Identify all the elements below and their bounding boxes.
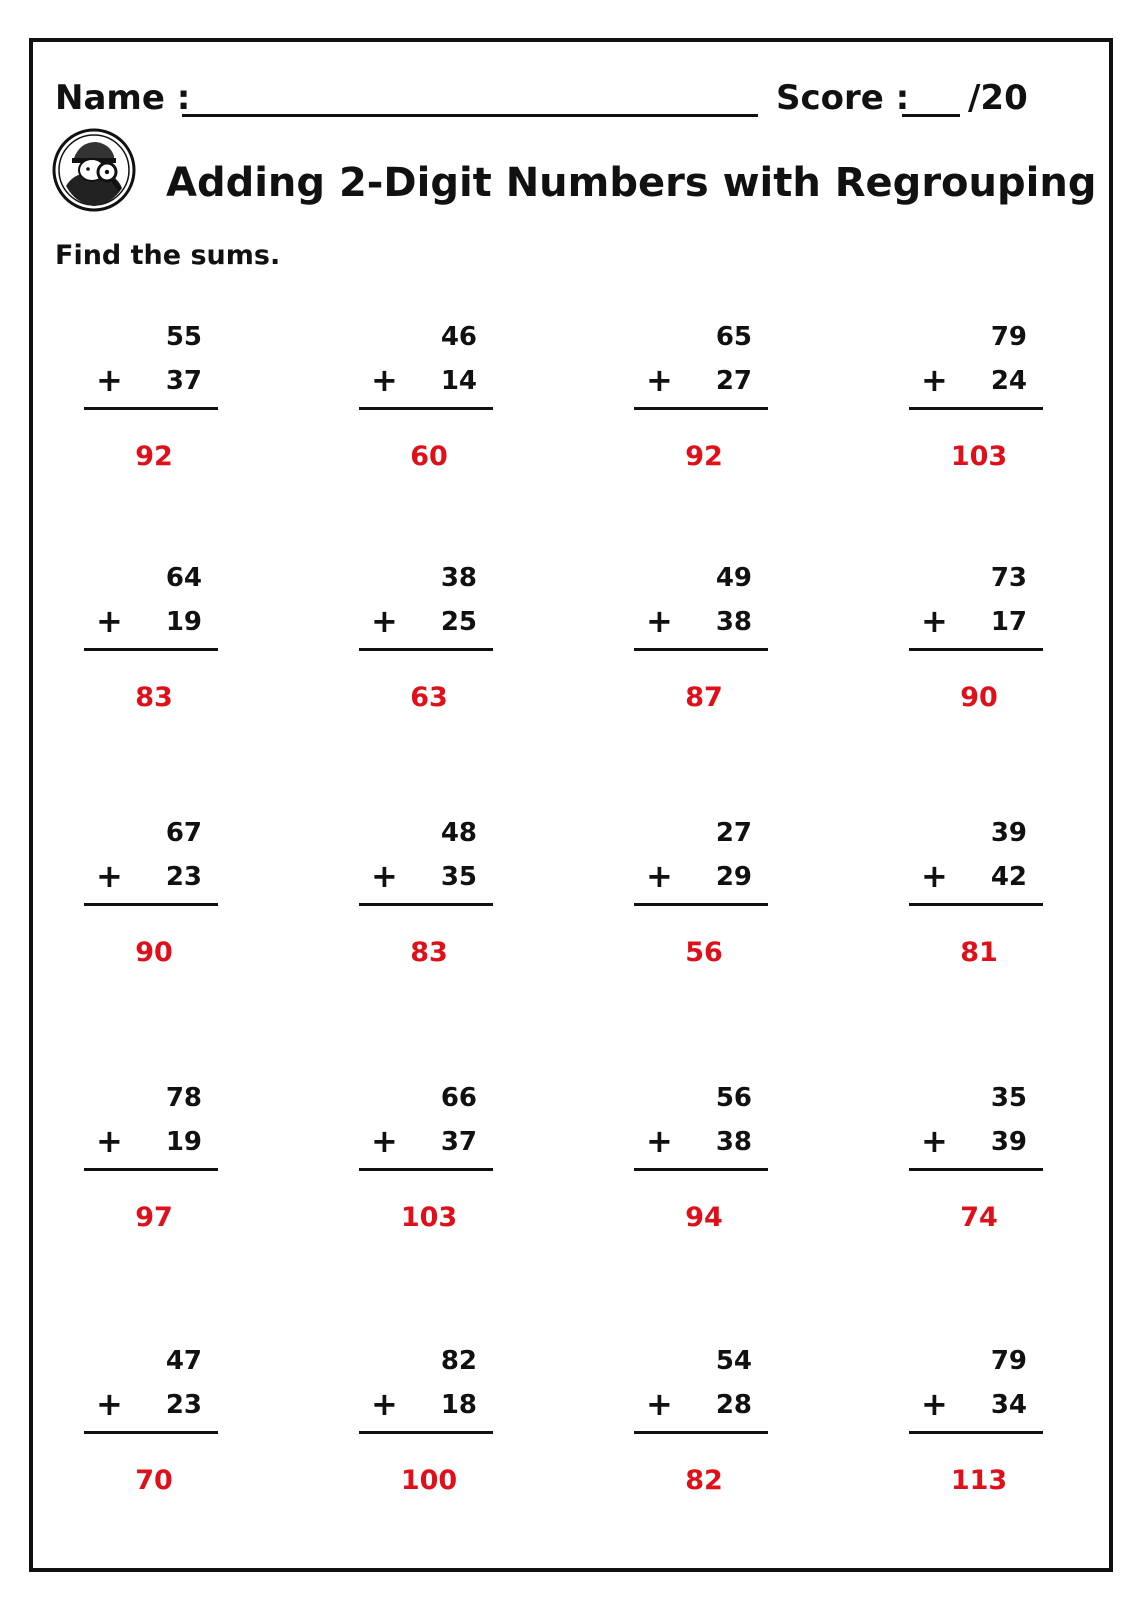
addend-top: 79 [990, 322, 1027, 352]
addend-bottom: 29 [715, 862, 752, 892]
addend-bottom: 18 [440, 1390, 477, 1420]
score-label: Score : [776, 78, 910, 118]
score-line [902, 114, 960, 117]
addend-bottom: 27 [715, 366, 752, 396]
problem-1 [84, 322, 224, 502]
problem-5 [84, 563, 224, 743]
sum-line [84, 407, 218, 410]
plus-sign: + [96, 857, 123, 895]
plus-sign: + [646, 361, 673, 399]
addend-top: 82 [440, 1346, 477, 1376]
plus-sign: + [921, 361, 948, 399]
addend-bottom: 37 [440, 1127, 477, 1157]
plus-sign: + [96, 1385, 123, 1423]
problem-19 [634, 1346, 774, 1526]
addend-top: 47 [165, 1346, 202, 1376]
plus-sign: + [646, 1385, 673, 1423]
addend-bottom: 23 [165, 862, 202, 892]
plus-sign: + [96, 602, 123, 640]
addend-bottom: 39 [990, 1127, 1027, 1157]
sum-line [909, 1431, 1043, 1434]
sum-line [909, 903, 1043, 906]
addend-bottom: 35 [440, 862, 477, 892]
answer: 60 [410, 441, 448, 472]
problem-17 [84, 1346, 224, 1526]
plus-sign: + [921, 1122, 948, 1160]
answer: 70 [135, 1465, 173, 1496]
addend-top: 65 [715, 322, 752, 352]
addend-top: 56 [715, 1083, 752, 1113]
addend-bottom: 24 [990, 366, 1027, 396]
plus-sign: + [646, 857, 673, 895]
addend-bottom: 17 [990, 607, 1027, 637]
problem-4 [909, 322, 1049, 502]
addend-top: 73 [990, 563, 1027, 593]
sum-line [359, 1168, 493, 1171]
answer: 92 [685, 441, 723, 472]
problem-6 [359, 563, 499, 743]
addend-top: 64 [165, 563, 202, 593]
answer: 90 [960, 682, 998, 713]
problem-13 [84, 1083, 224, 1263]
sum-line [909, 648, 1043, 651]
sum-line [634, 1431, 768, 1434]
answer: 81 [960, 937, 998, 968]
plus-sign: + [371, 1122, 398, 1160]
answer: 103 [950, 441, 1008, 472]
problem-14 [359, 1083, 499, 1263]
answer: 97 [135, 1202, 173, 1233]
answer: 83 [410, 937, 448, 968]
problem-18 [359, 1346, 499, 1526]
answer: 56 [685, 937, 723, 968]
addend-bottom: 38 [715, 607, 752, 637]
plus-sign: + [96, 361, 123, 399]
sum-line [84, 1168, 218, 1171]
addend-top: 27 [715, 818, 752, 848]
plus-sign: + [646, 602, 673, 640]
addend-top: 66 [440, 1083, 477, 1113]
problem-15 [634, 1083, 774, 1263]
instructions: Find the sums. [55, 240, 281, 271]
addend-bottom: 37 [165, 366, 202, 396]
detective-magnifier-icon [52, 128, 136, 212]
answer: 92 [135, 441, 173, 472]
sum-line [359, 407, 493, 410]
answer: 74 [960, 1202, 998, 1233]
sum-line [359, 903, 493, 906]
addend-top: 35 [990, 1083, 1027, 1113]
addend-bottom: 28 [715, 1390, 752, 1420]
addend-top: 46 [440, 322, 477, 352]
addend-top: 49 [715, 563, 752, 593]
answer: 87 [685, 682, 723, 713]
sum-line [84, 903, 218, 906]
problem-8 [909, 563, 1049, 743]
plus-sign: + [371, 857, 398, 895]
addend-top: 55 [165, 322, 202, 352]
addend-bottom: 25 [440, 607, 477, 637]
addend-top: 38 [440, 563, 477, 593]
sum-line [359, 1431, 493, 1434]
problem-9 [84, 818, 224, 998]
addend-bottom: 14 [440, 366, 477, 396]
problem-10 [359, 818, 499, 998]
addend-bottom: 23 [165, 1390, 202, 1420]
answer: 83 [135, 682, 173, 713]
answer: 113 [950, 1465, 1008, 1496]
addend-top: 78 [165, 1083, 202, 1113]
plus-sign: + [371, 1385, 398, 1423]
sum-line [359, 648, 493, 651]
answer: 103 [400, 1202, 458, 1233]
addend-bottom: 19 [165, 607, 202, 637]
sum-line [84, 1431, 218, 1434]
addend-top: 48 [440, 818, 477, 848]
sum-line [634, 903, 768, 906]
sum-line [84, 648, 218, 651]
problem-7 [634, 563, 774, 743]
sum-line [909, 407, 1043, 410]
answer: 90 [135, 937, 173, 968]
answer: 94 [685, 1202, 723, 1233]
addend-bottom: 34 [990, 1390, 1027, 1420]
sum-line [909, 1168, 1043, 1171]
sum-line [634, 407, 768, 410]
addend-top: 67 [165, 818, 202, 848]
plus-sign: + [921, 602, 948, 640]
addend-top: 79 [990, 1346, 1027, 1376]
answer: 100 [400, 1465, 458, 1496]
problem-12 [909, 818, 1049, 998]
addend-bottom: 38 [715, 1127, 752, 1157]
sum-line [634, 648, 768, 651]
name-line [182, 114, 758, 117]
problem-11 [634, 818, 774, 998]
plus-sign: + [921, 1385, 948, 1423]
problem-3 [634, 322, 774, 502]
problem-20 [909, 1346, 1049, 1526]
problem-16 [909, 1083, 1049, 1263]
plus-sign: + [96, 1122, 123, 1160]
plus-sign: + [646, 1122, 673, 1160]
answer: 82 [685, 1465, 723, 1496]
plus-sign: + [371, 602, 398, 640]
answer: 63 [410, 682, 448, 713]
sum-line [634, 1168, 768, 1171]
addend-bottom: 42 [990, 862, 1027, 892]
addend-top: 54 [715, 1346, 752, 1376]
addend-top: 39 [990, 818, 1027, 848]
worksheet-title: Adding 2-Digit Numbers with Regrouping [166, 160, 1097, 206]
plus-sign: + [371, 361, 398, 399]
addend-bottom: 19 [165, 1127, 202, 1157]
name-label: Name : [55, 78, 191, 118]
plus-sign: + [921, 857, 948, 895]
score-total: /20 [968, 78, 1028, 118]
problem-2 [359, 322, 499, 502]
